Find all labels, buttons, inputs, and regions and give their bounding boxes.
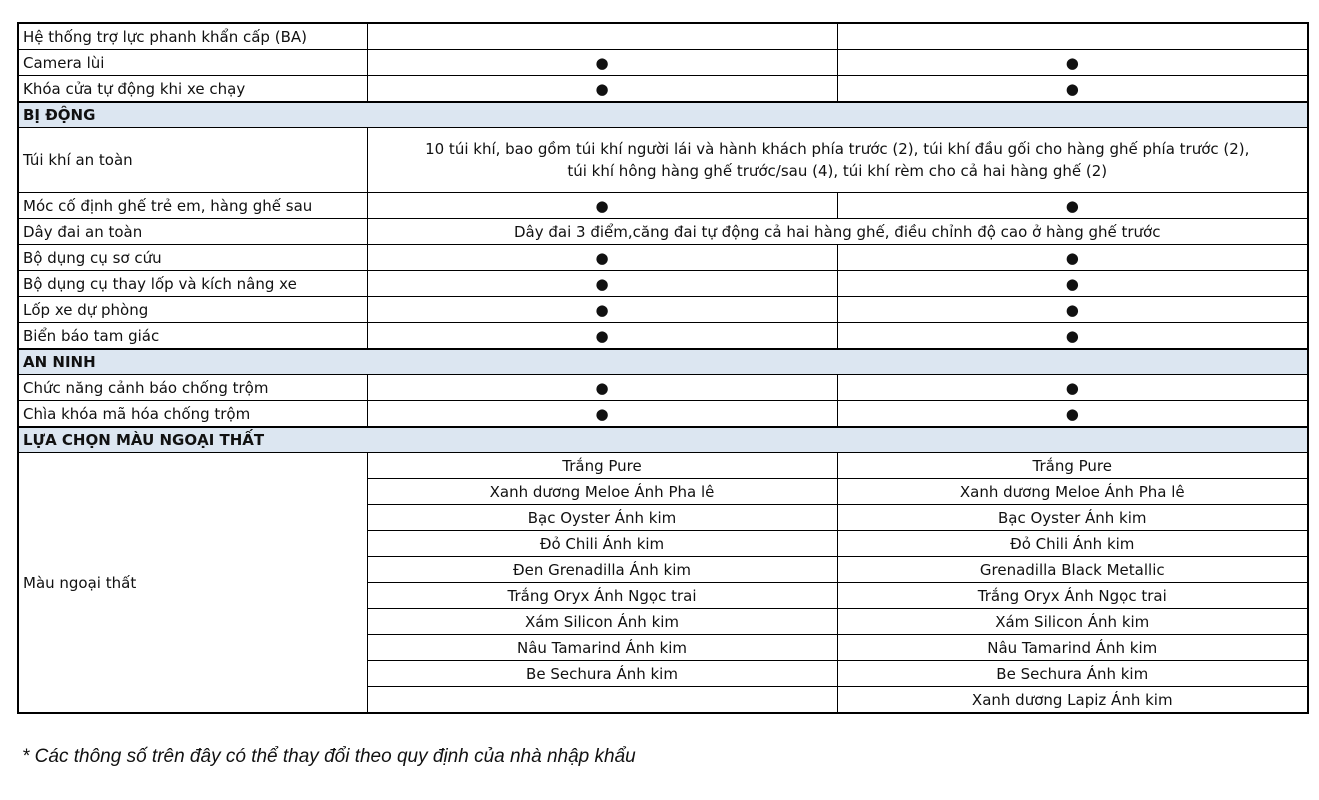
bullet-icon: ● [367, 271, 837, 297]
footnote: * Các thông số trên đây có thể thay đổi theo quy định của nhà nhập khẩu [22, 746, 636, 767]
section-title: LỰA CHỌN MÀU NGOẠI THẤT [18, 427, 1308, 453]
bullet-icon: ● [837, 193, 1308, 219]
row-label: Lốp xe dự phòng [18, 297, 367, 323]
bullet-icon: ● [367, 401, 837, 428]
row-label: Màu ngoại thất [18, 453, 367, 714]
bullet-icon: ● [837, 375, 1308, 401]
color-option: Trắng Oryx Ánh Ngọc trai [367, 583, 837, 609]
color-option: Xanh dương Meloe Ánh Pha lê [367, 479, 837, 505]
color-option: Be Sechura Ánh kim [367, 661, 837, 687]
spec-table [17, 22, 1309, 714]
color-option: Trắng Pure [367, 453, 837, 479]
section-header-passive [18, 102, 1308, 128]
bullet-icon: ● [367, 323, 837, 350]
color-option: Xanh dương Lapiz Ánh kim [837, 687, 1308, 714]
row-label: Móc cố định ghế trẻ em, hàng ghế sau [18, 193, 367, 219]
color-row [18, 453, 1308, 479]
row-value [367, 23, 837, 50]
row-label: Camera lùi [18, 50, 367, 76]
color-option: Nâu Tamarind Ánh kim [367, 635, 837, 661]
airbags-line-2: túi khí hông hàng ghế trước/sau (4), túi khí rèm cho cả hai hàng ghế (2) [567, 162, 1108, 180]
color-option: Trắng Oryx Ánh Ngọc trai [837, 583, 1308, 609]
airbags-line-1: 10 túi khí, bao gồm túi khí người lái và hành khách phía trước (2), túi khí đầu gối cho hàng ghế phía trước (2), [425, 140, 1250, 158]
table-row [18, 50, 1308, 76]
color-option: Be Sechura Ánh kim [837, 661, 1308, 687]
section-title: BỊ ĐỘNG [18, 102, 1308, 128]
bullet-icon: ● [367, 193, 837, 219]
row-label: Khóa cửa tự động khi xe chạy [18, 76, 367, 103]
section-title: AN NINH [18, 349, 1308, 375]
row-label: Hệ thống trợ lực phanh khẩn cấp (BA) [18, 23, 367, 50]
color-option: Nâu Tamarind Ánh kim [837, 635, 1308, 661]
bullet-icon: ● [367, 375, 837, 401]
bullet-icon: ● [367, 50, 837, 76]
color-option: Grenadilla Black Metallic [837, 557, 1308, 583]
table-row [18, 219, 1308, 245]
table-row [18, 76, 1308, 103]
table-row-airbags [18, 128, 1308, 193]
bullet-icon: ● [837, 401, 1308, 428]
bullet-icon: ● [837, 323, 1308, 350]
row-label: Chức năng cảnh báo chống trộm [18, 375, 367, 401]
bullet-icon: ● [367, 245, 837, 271]
table-row [18, 245, 1308, 271]
row-label: Dây đai an toàn [18, 219, 367, 245]
bullet-icon: ● [837, 271, 1308, 297]
table-row [18, 193, 1308, 219]
color-option: Xám Silicon Ánh kim [837, 609, 1308, 635]
table-row [18, 271, 1308, 297]
row-label: Chìa khóa mã hóa chống trộm [18, 401, 367, 428]
color-option: Bạc Oyster Ánh kim [837, 505, 1308, 531]
section-header-security [18, 349, 1308, 375]
bullet-icon: ● [837, 297, 1308, 323]
color-option: Xám Silicon Ánh kim [367, 609, 837, 635]
row-label: Biển báo tam giác [18, 323, 367, 350]
color-option: Bạc Oyster Ánh kim [367, 505, 837, 531]
row-label: Túi khí an toàn [18, 128, 367, 193]
color-option: Trắng Pure [837, 453, 1308, 479]
color-option: Đỏ Chili Ánh kim [367, 531, 837, 557]
table-row [18, 23, 1308, 50]
color-option: Đỏ Chili Ánh kim [837, 531, 1308, 557]
row-label: Bộ dụng cụ thay lốp và kích nâng xe [18, 271, 367, 297]
color-option: Đen Grenadilla Ánh kim [367, 557, 837, 583]
bullet-icon: ● [367, 76, 837, 103]
table-row [18, 323, 1308, 350]
bullet-icon: ● [837, 245, 1308, 271]
row-label: Bộ dụng cụ sơ cứu [18, 245, 367, 271]
seatbelt-value: Dây đai 3 điểm,căng đai tự động cả hai hàng ghế, điều chỉnh độ cao ở hàng ghế trước [367, 219, 1308, 245]
table-row [18, 297, 1308, 323]
table-row [18, 401, 1308, 428]
row-value [837, 23, 1308, 50]
table-row [18, 375, 1308, 401]
color-option [367, 687, 837, 714]
bullet-icon: ● [837, 50, 1308, 76]
bullet-icon: ● [837, 76, 1308, 103]
airbags-value [367, 128, 1308, 193]
section-header-colors [18, 427, 1308, 453]
color-option: Xanh dương Meloe Ánh Pha lê [837, 479, 1308, 505]
bullet-icon: ● [367, 297, 837, 323]
